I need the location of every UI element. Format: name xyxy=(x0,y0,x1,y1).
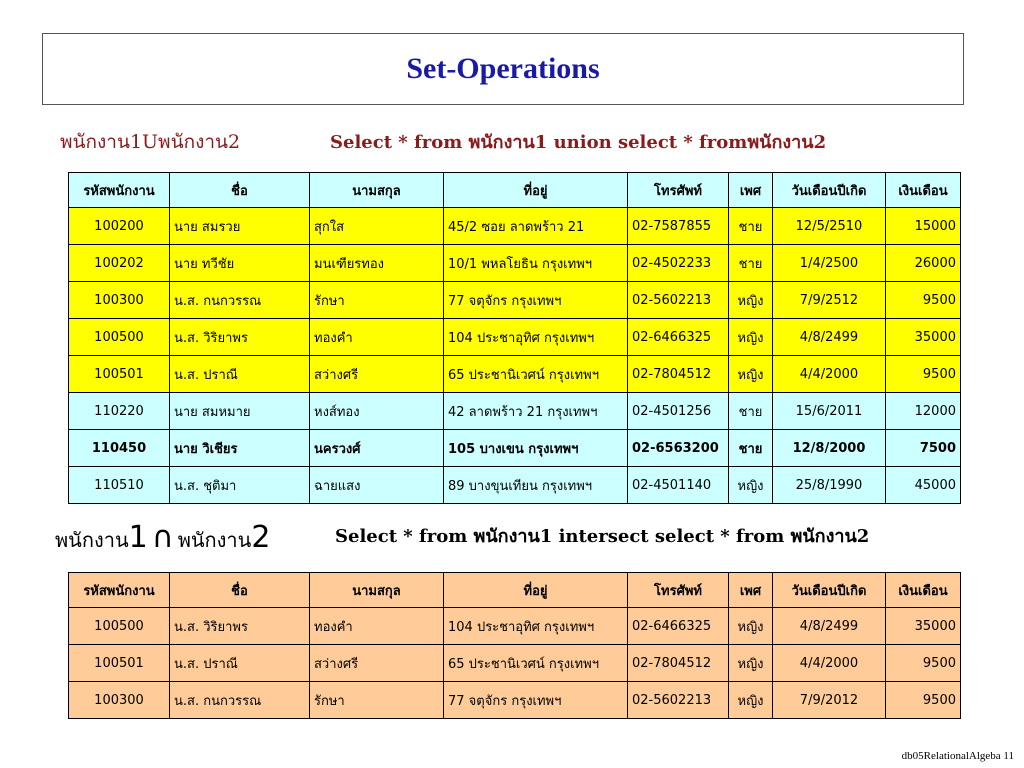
union-cell-id: 100501 xyxy=(69,356,170,393)
union-cell-birth: 12/8/2000 xyxy=(773,430,886,467)
union-column-header: โทรศัพท์ xyxy=(628,173,729,208)
union-column-header: นามสกุล xyxy=(310,173,444,208)
intersect-cell-sex: หญิง xyxy=(729,645,773,682)
union-cell-name: น.ส. ชุติมา xyxy=(170,467,310,504)
intersect-right: พนักงาน xyxy=(177,528,252,552)
union-cell-address: 65 ประชานิเวศน์ กรุงเทพฯ xyxy=(444,356,628,393)
intersect-column-header: โทรศัพท์ xyxy=(628,573,729,608)
intersect-left: พนักงาน xyxy=(55,528,129,552)
intersect-cell-address: 65 ประชานิเวศน์ กรุงเทพฯ xyxy=(444,645,628,682)
union-cell-salary: 9500 xyxy=(886,356,961,393)
union-cell-sex: ชาย xyxy=(729,245,773,282)
intersect-cell-surname: ทองคำ xyxy=(310,608,444,645)
union-cell-surname: สว่างศรี xyxy=(310,356,444,393)
union-cell-name: นาย วิเชียร xyxy=(170,430,310,467)
union-cell-birth: 1/4/2500 xyxy=(773,245,886,282)
intersect-cell-salary: 35000 xyxy=(886,608,961,645)
union-cell-surname: รักษา xyxy=(310,282,444,319)
union-cell-salary: 7500 xyxy=(886,430,961,467)
intersect-column-header: เพศ xyxy=(729,573,773,608)
intersect-cell-id: 100300 xyxy=(69,682,170,719)
union-column-header: เพศ xyxy=(729,173,773,208)
union-cell-salary: 45000 xyxy=(886,467,961,504)
intersect-cell-id: 100501 xyxy=(69,645,170,682)
intersect-cell-sex: หญิง xyxy=(729,608,773,645)
union-cell-salary: 15000 xyxy=(886,208,961,245)
intersect-sql: Select * from พนักงาน1 intersect select * from พนักงาน2 xyxy=(335,526,870,547)
union-cell-birth: 15/6/2011 xyxy=(773,393,886,430)
union-column-header: ชื่อ xyxy=(170,173,310,208)
intersect-table xyxy=(68,572,961,719)
intersect-cell-sex: หญิง xyxy=(729,682,773,719)
union-cell-phone: 02-6466325 xyxy=(628,319,729,356)
intersect-table-body xyxy=(69,608,961,719)
intersect-cell-address: 77 จตุจักร กรุงเทพฯ xyxy=(444,682,628,719)
union-cell-address: 77 จตุจักร กรุงเทพฯ xyxy=(444,282,628,319)
union-cell-birth: 12/5/2510 xyxy=(773,208,886,245)
union-cell-id: 100202 xyxy=(69,245,170,282)
intersect-cell-surname: สว่างศรี xyxy=(310,645,444,682)
union-expression: พนักงาน1Uพนักงาน2 xyxy=(60,131,241,153)
intersect-cap-icon: ∩ xyxy=(151,520,174,555)
union-cell-salary: 12000 xyxy=(886,393,961,430)
intersect-cell-name: น.ส. ปราณี xyxy=(170,645,310,682)
intersect-cell-id: 100500 xyxy=(69,608,170,645)
union-cell-phone: 02-4501256 xyxy=(628,393,729,430)
union-cell-address: 104 ประชาอุทิศ กรุงเทพฯ xyxy=(444,319,628,356)
union-cell-id: 110220 xyxy=(69,393,170,430)
union-table-row xyxy=(69,393,961,430)
intersect-cell-salary: 9500 xyxy=(886,645,961,682)
union-column-header: ที่อยู่ xyxy=(444,173,628,208)
intersect-right-num: 2 xyxy=(251,520,271,555)
slide-title: Set-Operations xyxy=(406,52,600,85)
union-cell-salary: 9500 xyxy=(886,282,961,319)
union-cell-phone: 02-7587855 xyxy=(628,208,729,245)
union-cell-address: 45/2 ซอย ลาดพร้าว 21 xyxy=(444,208,628,245)
union-cell-id: 110450 xyxy=(69,430,170,467)
union-cell-phone: 02-4501140 xyxy=(628,467,729,504)
union-table-row xyxy=(69,356,961,393)
union-table-body xyxy=(69,208,961,504)
intersect-cell-birth: 4/4/2000 xyxy=(773,645,886,682)
union-header-row xyxy=(69,173,961,208)
intersect-cell-salary: 9500 xyxy=(886,682,961,719)
union-column-header: วันเดือนปีเกิด xyxy=(773,173,886,208)
intersect-header-row xyxy=(69,573,961,608)
union-cell-surname: ฉายแสง xyxy=(310,467,444,504)
union-cell-address: 10/1 พหลโยธิน กรุงเทพฯ xyxy=(444,245,628,282)
union-cell-address: 89 บางขุนเทียน กรุงเทพฯ xyxy=(444,467,628,504)
intersect-cell-name: น.ส. วิริยาพร xyxy=(170,608,310,645)
union-cell-sex: หญิง xyxy=(729,282,773,319)
union-cell-id: 100500 xyxy=(69,319,170,356)
union-cell-id: 100200 xyxy=(69,208,170,245)
union-cell-surname: ทองคำ xyxy=(310,319,444,356)
intersect-column-header: รหัสพนักงาน xyxy=(69,573,170,608)
intersect-column-header: เงินเดือน xyxy=(886,573,961,608)
union-cell-sex: ชาย xyxy=(729,393,773,430)
union-cell-surname: สุกใส xyxy=(310,208,444,245)
union-cell-birth: 4/4/2000 xyxy=(773,356,886,393)
union-table-row xyxy=(69,430,961,467)
union-cell-surname: นครวงศ์ xyxy=(310,430,444,467)
union-cell-name: นาย สมหมาย xyxy=(170,393,310,430)
union-table xyxy=(68,172,961,504)
union-cell-name: นาย สมรวย xyxy=(170,208,310,245)
union-cell-salary: 35000 xyxy=(886,319,961,356)
union-cell-name: น.ส. ปราณี xyxy=(170,356,310,393)
intersect-cell-address: 104 ประชาอุทิศ กรุงเทพฯ xyxy=(444,608,628,645)
union-table-row xyxy=(69,319,961,356)
union-column-header: รหัสพนักงาน xyxy=(69,173,170,208)
slide-title-box xyxy=(42,33,964,105)
intersect-column-header: ชื่อ xyxy=(170,573,310,608)
intersect-table-row xyxy=(69,682,961,719)
union-cell-id: 110510 xyxy=(69,467,170,504)
union-cell-name: นาย ทวีชัย xyxy=(170,245,310,282)
slide-footer: db05RelationalAlgeba 11 xyxy=(901,750,1014,762)
intersect-cell-phone: 02-5602213 xyxy=(628,682,729,719)
intersect-cell-phone: 02-6466325 xyxy=(628,608,729,645)
union-cell-phone: 02-7804512 xyxy=(628,356,729,393)
intersect-cell-surname: รักษา xyxy=(310,682,444,719)
union-cell-name: น.ส. กนกวรรณ xyxy=(170,282,310,319)
intersect-left-num: 1 xyxy=(128,520,148,555)
union-table-row xyxy=(69,208,961,245)
union-column-header: เงินเดือน xyxy=(886,173,961,208)
intersect-table-row xyxy=(69,608,961,645)
union-cell-name: น.ส. วิริยาพร xyxy=(170,319,310,356)
union-cell-id: 100300 xyxy=(69,282,170,319)
intersect-column-header: ที่อยู่ xyxy=(444,573,628,608)
intersect-expression xyxy=(55,520,270,556)
union-cell-surname: มนเฑียรทอง xyxy=(310,245,444,282)
intersect-cell-birth: 4/8/2499 xyxy=(773,608,886,645)
union-cell-salary: 26000 xyxy=(886,245,961,282)
union-cell-sex: หญิง xyxy=(729,467,773,504)
union-table-row xyxy=(69,282,961,319)
union-cell-sex: หญิง xyxy=(729,356,773,393)
union-cell-birth: 25/8/1990 xyxy=(773,467,886,504)
intersect-column-header: นามสกุล xyxy=(310,573,444,608)
union-table-row xyxy=(69,245,961,282)
intersect-table-row xyxy=(69,645,961,682)
union-cell-sex: ชาย xyxy=(729,430,773,467)
union-cell-phone: 02-5602213 xyxy=(628,282,729,319)
union-cell-sex: ชาย xyxy=(729,208,773,245)
union-cell-phone: 02-6563200 xyxy=(628,430,729,467)
union-cell-address: 42 ลาดพร้าว 21 กรุงเทพฯ xyxy=(444,393,628,430)
union-sql: Select * from พนักงาน1 union select * fromพนักงาน2 xyxy=(330,132,827,153)
union-cell-phone: 02-4502233 xyxy=(628,245,729,282)
union-table-row xyxy=(69,467,961,504)
union-cell-birth: 7/9/2512 xyxy=(773,282,886,319)
union-cell-surname: หงส์ทอง xyxy=(310,393,444,430)
intersect-cell-phone: 02-7804512 xyxy=(628,645,729,682)
intersect-cell-name: น.ส. กนกวรรณ xyxy=(170,682,310,719)
union-cell-birth: 4/8/2499 xyxy=(773,319,886,356)
intersect-cell-birth: 7/9/2012 xyxy=(773,682,886,719)
union-cell-address: 105 บางเขน กรุงเทพฯ xyxy=(444,430,628,467)
union-cell-sex: หญิง xyxy=(729,319,773,356)
intersect-column-header: วันเดือนปีเกิด xyxy=(773,573,886,608)
